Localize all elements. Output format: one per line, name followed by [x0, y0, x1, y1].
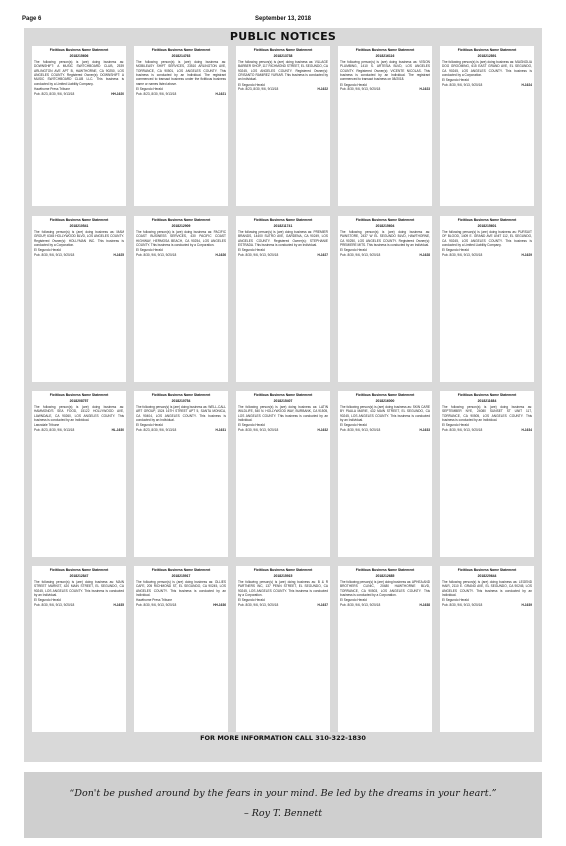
notice-number: 2018215915 [273, 574, 293, 579]
notice-pub-dates: Pub. 8/30, 9/6, 9/13, 9/20/18 [442, 252, 483, 257]
notice-title: Fictitious Business Name Statement [457, 48, 517, 52]
notice-publication: El Segundo Herald [442, 598, 469, 603]
notice-card [32, 46, 126, 206]
notice-number: 2018214763 [171, 54, 191, 59]
notice-number: 2018210541 [69, 224, 89, 229]
notice-id: HH-1636 [213, 602, 226, 607]
public-notices-section [24, 28, 542, 762]
notice-title: Fictitious Business Name Statement [253, 568, 313, 572]
notice-pub-dates: Pub. 8/30, 9/6, 9/13, 9/20/18 [136, 602, 177, 607]
notice-id: H-1639 [521, 602, 532, 607]
notice-body: The following person(s) is (are) doing business as: VISION PLUMBING, 1410 S. ARTESIA BLVD, LOS ANGELES COUNTY. Registered Owner(s): VICENTE NICOLAS. This business is conducted by an Individual. The registrant commenced to transact business on 08/2018. [340, 59, 430, 82]
quote-box [24, 772, 542, 838]
notice-title: Fictitious Business Name Statement [253, 218, 313, 222]
notice-pub-dates: Pub. 8/30, 9/6, 9/13, 9/20/18 [340, 602, 381, 607]
notice-id: H-1629 [521, 252, 532, 257]
notice-title: Fictitious Business Name Statement [49, 48, 109, 52]
notice-title: Fictitious Business Name Statement [151, 48, 211, 52]
contact-line: FOR MORE INFORMATION CALL 310-322-1830 [200, 734, 366, 742]
notice-card [134, 391, 228, 557]
notice-title: Fictitious Business Name Statement [457, 393, 517, 397]
notice-pub-dates: Pub. 8/30, 9/6, 9/13, 9/20/18 [238, 252, 279, 257]
notice-number: 2018212891 [477, 54, 497, 59]
notice-id: H-1638 [419, 602, 430, 607]
notice-body: The following person(s) is (are) doing business as: MAM GROUP, 6345 HOLLYWOOD BLVD, LOS ANGELES COUNTY. Registered Owner(s): HOLLYMAN INC. This business is conducted by a Corporation. [34, 229, 124, 248]
notice-id: H-1635 [113, 602, 124, 607]
notice-body: The following person(s) is (are) doing business as: DOWNSHIFT: A MUSIC SWITCHBOARD CLUB, 2539 ARLINGTON AVE APT B, HAWTHORNE, CA 90250, LOS ANGELES COUNTY. Registered Owner(s): DOWNSHIFT: A MUSIC SWITCHBOARD CLUB LLC. This business is conducted by a Limited Liability Company. [34, 59, 124, 86]
notice-id: H-1626 [215, 252, 226, 257]
notice-card [134, 46, 228, 206]
notice-number: 2018212847 [69, 574, 89, 579]
notice-publication: El Segundo Herald [340, 598, 367, 603]
notice-pub-dates: Pub. 8/30, 9/6, 9/13, 9/20/18 [442, 427, 483, 432]
notice-number: 2018213738 [273, 54, 293, 59]
notice-number: 2018215604 [375, 224, 395, 229]
notice-id: H-1622 [317, 87, 328, 92]
notice-title: Fictitious Business Name Statement [253, 393, 313, 397]
notice-id: H-1628 [419, 252, 430, 257]
notice-card [134, 216, 228, 382]
notice-title: Fictitious Business Name Statement [151, 218, 211, 222]
notice-title: Fictitious Business Name Statement [457, 218, 517, 222]
notice-card [236, 391, 330, 557]
notice-id: H-1632 [317, 427, 328, 432]
notice-body: The following person(s) is (are) doing business as: MAIN STREET MARKET, 420 MAIN STREET, EL SEGUNDO, CA 90245, LOS ANGELES COUNTY. This business is conducted by an Individual. [34, 579, 124, 598]
notice-number: 2018208757 [69, 399, 89, 404]
notice-id: H-1627 [317, 252, 328, 257]
notice-card [236, 46, 330, 206]
notice-body: The following person(s) is (are) doing business as: PACIFIC COAST BUSINESS SERVICES, 430 PACIFIC COAST HIGHWAY, HERMOSA BEACH, CA 90254, LOS ANGELES COUNTY. This business is conducted by a Corporation. [136, 229, 226, 248]
notice-id: H-1637 [317, 602, 328, 607]
section-title: PUBLIC NOTICES [229, 30, 337, 43]
notice-id: HH-1620 [111, 91, 124, 96]
notice-number: 2018211684 [477, 399, 497, 404]
notice-publication: El Segundo Herald [34, 248, 61, 253]
notice-publication: El Segundo Herald [136, 87, 163, 92]
notice-card [32, 216, 126, 382]
notice-publication: El Segundo Herald [442, 248, 469, 253]
notice-publication: El Segundo Herald [340, 423, 367, 428]
notice-card [338, 391, 432, 557]
notice-card [32, 391, 126, 557]
notice-body: The following person(s) is (are) doing business as: MOBILEASY SHIFT SERVICES, 23510 ARLINGTON AVE, TORRANCE, CA 90501, LOS ANGELES COUNTY. This business is conducted by an Individual. The registrant commenced to transact business under the fictitious business name or names listed above. [136, 59, 226, 86]
notice-body: The following person(s) is (are) doing business as: PURSUIT OF BLOOD, 1409 E. GRAND AVE UNIT 112, EL SEGUNDO, CA 90245, LOS ANGELES COUNTY. This business is conducted by a Limited Liability Company. [442, 229, 532, 248]
page-number: Page 6 [22, 16, 42, 22]
notice-title: Fictitious Business Name Statement [355, 218, 415, 222]
notice-title: Fictitious Business Name Statement [151, 393, 211, 397]
notice-pub-dates: Pub. 8/30, 9/6, 9/13, 9/20/18 [340, 427, 381, 432]
notice-body: The following person(s) is (are) doing business as: LATIN WILDLIFE, 540 N. HOLLYWOOD WAY, BURBANK, CA 91505, LOS ANGELES COUNTY. This business is conducted by an Individual. [238, 404, 328, 423]
notice-id: H-1625 [113, 252, 124, 257]
notice-title: Fictitious Business Name Statement [49, 393, 109, 397]
notice-card [236, 566, 330, 732]
issue-date: September 13, 2018 [254, 16, 312, 22]
quote-author: – Roy T. Bennett [243, 808, 323, 819]
notice-body: The following person(s) is (are) doing business as: OLLIES CAFE, 205 RICHMOND ST, EL SEGUNDO, CA 90245, LOS ANGELES COUNTY. This business is conducted by an Individual. [136, 579, 226, 598]
notice-card [440, 216, 534, 382]
notice-publication: El Segundo Herald [136, 248, 163, 253]
notice-card [338, 216, 432, 382]
notice-card [32, 566, 126, 732]
notice-body: The following person(s) is (are) doing business as: VILLAGE BARBER SHOP, 117 RICHMOND STREET, EL SEGUNDO, CA 90245, LOS ANGELES COUNTY. Registered Owner(s): CRISANTO RAMIREZ YURIAR. This business is conducted by an Individual. [238, 59, 328, 82]
notice-publication: El Segundo Herald [238, 598, 265, 603]
notice-title: Fictitious Business Name Statement [355, 48, 415, 52]
notice-card [134, 566, 228, 732]
notice-body: The following person(s) is (are) doing business as: B & R PARTNERS INC, 137 PENN STREET, EL SEGUNDO, CA 90245, LOS ANGELES COUNTY. This business is conducted by a Corporation. [238, 579, 328, 598]
notice-pub-dates: Pub. 8/23, 8/30, 9/6, 9/13/18 [136, 91, 177, 96]
notice-number: 2018215606 [69, 54, 89, 59]
notice-id: H-1633 [419, 427, 430, 432]
notice-publication: Lawndale Tribune [34, 423, 60, 428]
notice-number: 2018215407 [273, 399, 293, 404]
notice-pub-dates: Pub. 8/30, 9/6, 9/13, 9/20/18 [34, 252, 75, 257]
notice-title: Fictitious Business Name Statement [49, 218, 109, 222]
notice-pub-dates: Pub. 8/23, 8/30, 9/6, 9/13/18 [34, 427, 75, 432]
notice-id: H-1624 [521, 82, 532, 87]
notice-number: 2018212685 [375, 574, 395, 579]
notice-publication: El Segundo Herald [238, 423, 265, 428]
notice-pub-dates: Pub. 8/30, 9/6, 9/13, 9/20/18 [34, 602, 75, 607]
notice-body: The following person(s) is (are) doing business as: APHEA AND BROTHERS CLINIC, 20480 HAWTHORNE BLVD, TORRANCE, CA 90503, LOS ANGELES COUNTY. This business is conducted by a Corporation. [340, 579, 430, 598]
notice-body: The following person(s) is (are) doing business as: MAGNOLIA DOG GROOMING, 615 EAST GRAND AVE, EL SEGUNDO, CA 90245, LOS ANGELES COUNTY. This business is conducted by a Corporation. [442, 59, 532, 78]
notice-body: The following person(s) is (are) doing business as: PAINSTORE, 2437 W EL SEGUNDO BLVD, HAWTHORNE, CA 90250, LOS ANGELES COUNTY. Registered Owner(s): PREMIERE MITS. This business is conducted by an Individual. [340, 229, 430, 248]
notice-publication: El Segundo Herald [136, 423, 163, 428]
notice-body: The following person(s) is (are) doing business as: LEGEND HAIR, 2110 E. GRAND AVE, EL SEGUNDO, CA 90245, LOS ANGELES COUNTY. This business is conducted by an Individual. [442, 579, 532, 598]
notices-grid [32, 46, 534, 738]
notice-id: H-1623 [419, 87, 430, 92]
notice-id: HL-1630 [111, 427, 124, 432]
notice-number: 2018211741 [273, 224, 293, 229]
notice-id: H-1621 [215, 91, 226, 96]
notice-publication: Hawthorne Press Tribune [34, 87, 70, 92]
notice-card [440, 566, 534, 732]
notice-number: 2018220644 [477, 574, 497, 579]
notice-title: Fictitious Business Name Statement [151, 568, 211, 572]
notice-pub-dates: Pub. 8/30, 9/6, 9/13, 9/20/18 [238, 602, 279, 607]
notice-id: H-1634 [521, 427, 532, 432]
notice-pub-dates: Pub. 8/30, 9/6, 9/13, 9/20/18 [340, 252, 381, 257]
notice-body: The following person(s) is (are) doing business as: HAMMOND'S SEA FOOD, 15122 HOLLYWOOD AVE, LAWNDALE, CA 90260, LOS ANGELES COUNTY. This business is conducted by an Individual. [34, 404, 124, 423]
notice-publication: El Segundo Herald [238, 82, 265, 87]
notice-title: Fictitious Business Name Statement [457, 568, 517, 572]
notice-publication: Hawthorne Press Tribune [136, 598, 172, 603]
notice-title: Fictitious Business Name Statement [253, 48, 313, 52]
notice-body: The following person(s) is (are) doing business as: PREMIER BRANDS, 14400 SUTRO AVE, GARDENA, CA 90249, LOS ANGELES COUNTY. Registered Owner(s): STEPHANIE ESTRADA. This business is conducted by an Individual. [238, 229, 328, 248]
notice-publication: El Segundo Herald [442, 78, 469, 83]
notice-publication: El Segundo Herald [238, 248, 265, 253]
notice-pub-dates: Pub. 8/23, 8/30, 9/6, 9/13/18 [136, 427, 177, 432]
quote-text: “Don't be pushed around by the fears in your mind. Be led by the dreams in your heart.” [69, 788, 497, 799]
notice-number: 2018216116 [375, 54, 395, 59]
notice-title: Fictitious Business Name Statement [355, 393, 415, 397]
notice-body: The following person(s) is (are) doing business as: WELL-CALL ART GROUP, 1524 16TH STREET APT 5, SANTA MONICA, CA 90404, LOS ANGELES COUNTY. This business is conducted by an Individual. [136, 404, 226, 423]
notice-id: H-1631 [215, 427, 226, 432]
notice-card [338, 46, 432, 206]
notice-card [338, 566, 432, 732]
notice-number: 2018215601 [477, 224, 497, 229]
notice-pub-dates: Pub. 8/23, 8/30, 9/6, 9/13/18 [238, 87, 279, 92]
notice-pub-dates: Pub. 8/30, 9/6, 9/13, 9/20/18 [442, 602, 483, 607]
notice-pub-dates: Pub. 8/23, 8/30, 9/6, 9/13/18 [34, 91, 75, 96]
notice-publication: El Segundo Herald [442, 423, 469, 428]
notice-card [236, 216, 330, 382]
notice-title: Fictitious Business Name Statement [355, 568, 415, 572]
notice-publication: El Segundo Herald [340, 248, 367, 253]
notice-publication: El Segundo Herald [34, 598, 61, 603]
notice-pub-dates: Pub. 8/30, 9/6, 9/13, 9/20/18 [136, 252, 177, 257]
notice-body: The following person(s) is (are) doing business as: SEPTEMBER NYE, 24080 SUNSET ST UNIT 117, TORRANCE, CA 90505, LOS ANGELES COUNTY. This business is conducted by an Individual. [442, 404, 532, 423]
notice-title: Fictitious Business Name Statement [49, 568, 109, 572]
notice-number: 2018210754 [171, 399, 191, 404]
notice-body: The following person(s) is (are) doing business as: SKIN CARE BY PAULA MARIE, 432 MAIN STREET, EL SEGUNDO, CA 90245, LOS ANGELES COUNTY. This business is conducted by an Individual. [340, 404, 430, 423]
notice-publication: El Segundo Herald [340, 82, 367, 87]
notice-number: 2018215917 [171, 574, 191, 579]
notice-pub-dates: Pub. 8/30, 9/6, 9/13, 9/20/18 [340, 87, 381, 92]
notice-pub-dates: Pub. 8/30, 9/6, 9/13, 9/20/18 [238, 427, 279, 432]
notice-number: 2018212909 [171, 224, 191, 229]
notice-number: 2018216000 [375, 399, 395, 404]
notice-card [440, 391, 534, 557]
notice-pub-dates: Pub. 8/30, 9/6, 9/13, 9/20/18 [442, 82, 483, 87]
notice-card [440, 46, 534, 206]
